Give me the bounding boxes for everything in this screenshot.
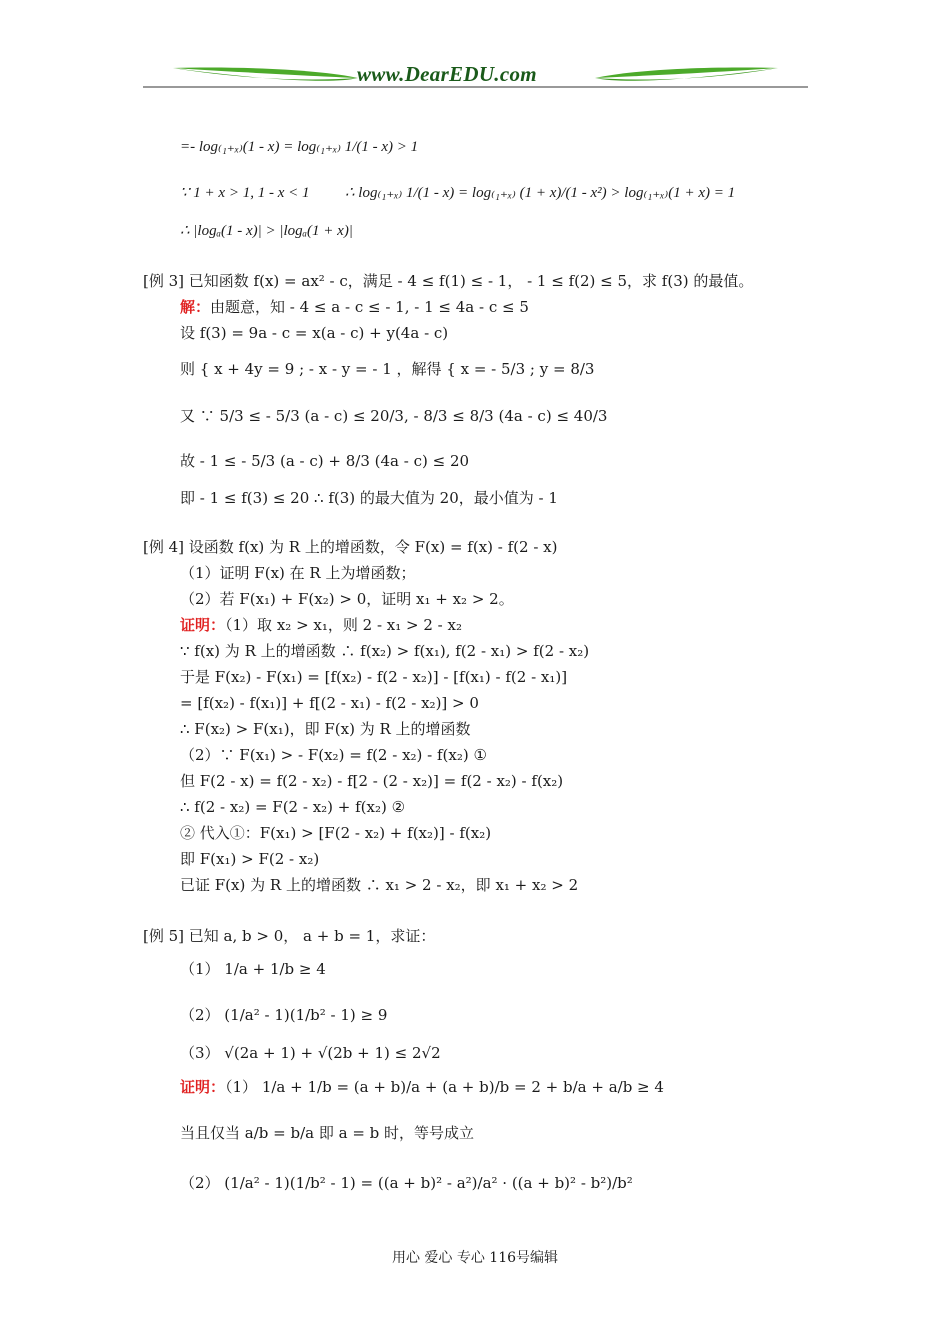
example-3-line-3: 又 ∵ 5/3 ≤ - 5/3 (a - c) ≤ 20/3, - 8/3 ≤ 8/3 (4a - c) ≤ 40/3 xyxy=(180,407,608,425)
example-4-proof-line-10: 即 F(x₁) > F(2 - x₂) xyxy=(180,850,320,868)
example-4-question-1: （1）证明 F(x) 在 R 上为增函数； xyxy=(180,564,416,582)
example-4-proof-line-3: 于是 F(x₂) - F(x₁) = [f(x₂) - f(2 - x₂)] - [f(x₁) - f(2 - x₁)] xyxy=(180,668,568,686)
example-3-line-4: 故 - 1 ≤ - 5/3 (a - c) + 8/3 (4a - c) ≤ 20 xyxy=(180,452,470,470)
proof-label-5: 证明： xyxy=(180,1078,226,1096)
proof-top-line-1: =- log₍₁₊ₓ₎(1 - x) = log₍₁₊ₓ₎ 1/(1 - x) > 1 xyxy=(180,139,419,155)
example-5-title: [例 5] 已知 a, b > 0， a + b = 1，求证： xyxy=(143,927,436,945)
proof-label: 证明： xyxy=(180,616,226,634)
example-5-question-2: （2） (1/a² - 1)(1/b² - 1) ≥ 9 xyxy=(180,1006,388,1024)
example-4-proof-line-7: 但 F(2 - x) = f(2 - x₂) - f[2 - (2 - x₂)] = f(2 - x₂) - f(x₂) xyxy=(180,772,564,790)
example-4-proof-line-4: = [f(x₂) - f(x₁)] + f[(2 - x₁) - f(2 - x₂)] > 0 xyxy=(180,694,479,712)
example-5-question-3: （3） √(2a + 1) + √(2b + 1) ≤ 2√2 xyxy=(180,1044,441,1062)
proof-top-line-3: ∴ |logₐ(1 - x)| > |logₐ(1 + x)| xyxy=(180,223,353,239)
example-5-proof-line-3: （2） (1/a² - 1)(1/b² - 1) = ((a + b)² - a²)/a² · ((a + b)² - b²)/b² xyxy=(180,1174,633,1192)
example-4-proof-line-8: ∴ f(2 - x₂) = F(2 - x₂) + f(x₂) ② xyxy=(180,798,406,816)
example-4-proof-line-5: ∴ F(x₂) > F(x₁)，即 F(x) 为 R 上的增函数 xyxy=(180,720,471,738)
example-3-line-5: 即 - 1 ≤ f(3) ≤ 20 ∴ f(3) 的最大值为 20，最小值为 - 1 xyxy=(180,489,558,507)
proof-line-1: （1）取 x₂ > x₁，则 2 - x₁ > 2 - x₂ xyxy=(225,616,462,634)
proof-top-line-2b: ∴ log₍₁₊ₓ₎ 1/(1 - x) = log₍₁₊ₓ₎ (1 + x)/(1 - x²) > log₍₁₊ₓ₎(1 + x) = 1 xyxy=(345,185,736,201)
example-4-proof-line-2: ∵ f(x) 为 R 上的增函数 ∴ f(x₂) > f(x₁), f(2 - x₁) > f(2 - x₂) xyxy=(180,642,590,660)
example-4-question-2: （2）若 F(x₁) + F(x₂) > 0，证明 x₁ + x₂ > 2。 xyxy=(180,590,514,608)
example-4-proof-line-9: ② 代入①：F(x₁) > [F(2 - x₂) + f(x₂)] - f(x₂) xyxy=(180,824,492,842)
example-5-proof-start xyxy=(180,1076,664,1098)
example-4-proof-start xyxy=(180,614,462,636)
example-3-line-1: 设 f(3) = 9a - c = x(a - c) + y(4a - c) xyxy=(180,324,449,342)
page-footer: 用心 爱心 专心 116号编辑 xyxy=(391,1250,559,1266)
proof-5-line-1: （1） 1/a + 1/b = (a + b)/a + (a + b)/b = 2 + b/a + a/b ≥ 4 xyxy=(225,1078,664,1096)
solution-text: 由题意，知 - 4 ≤ a - c ≤ - 1, - 1 ≤ 4a - c ≤ 5 xyxy=(210,298,529,316)
example-4-proof-line-6: （2）∵ F(x₁) > - F(x₂) = f(2 - x₂) - f(x₂) ① xyxy=(180,746,487,764)
example-5-question-1: （1） 1/a + 1/b ≥ 4 xyxy=(180,960,326,978)
solution-label: 解： xyxy=(180,298,211,316)
example-3-line-2: 则 { x + 4y = 9 ; - x - y = - 1 ，解得 { x = - 5/3 ; y = 8/3 xyxy=(180,360,595,378)
example-3-solution xyxy=(180,296,529,318)
example-4-title: [例 4] 设函数 f(x) 为 R 上的增函数，令 F(x) = f(x) - f(2 - x) xyxy=(143,538,558,556)
example-3-title: [例 3] 已知函数 f(x) = ax² - c，满足 - 4 ≤ f(1) ≤ - 1， - 1 ≤ f(2) ≤ 5，求 f(3) 的最值。 xyxy=(143,272,754,290)
example-5-proof-line-2: 当且仅当 a/b = b/a 即 a = b 时，等号成立 xyxy=(180,1124,475,1142)
example-4-proof-line-11: 已证 F(x) 为 R 上的增函数 ∴ x₁ > 2 - x₂，即 x₁ + x₂ > 2 xyxy=(180,876,579,894)
proof-top-line-2a: ∵ 1 + x > 1, 1 - x < 1 xyxy=(180,185,310,201)
site-logo: www.DearEDU.com xyxy=(357,62,537,86)
